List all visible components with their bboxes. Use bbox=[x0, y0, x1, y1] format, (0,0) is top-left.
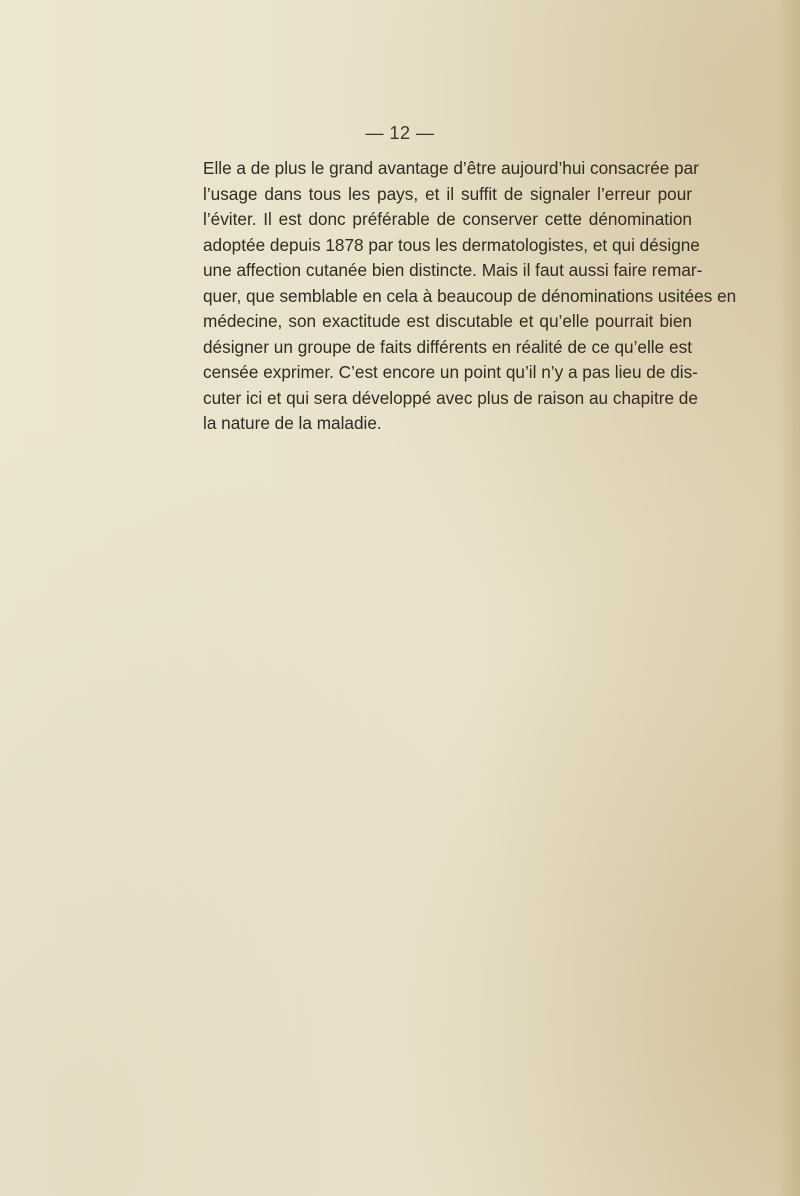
page-number: — 12 — bbox=[365, 123, 435, 143]
paragraph-line: l’éviter. Il est donc préférable de conserver cette dénomination bbox=[203, 209, 692, 229]
body-paragraph bbox=[203, 156, 737, 437]
page-edge-shadow bbox=[778, 0, 800, 1196]
paragraph-line: quer, que semblable en cela à beaucoup de dénominations usitées en bbox=[203, 285, 737, 306]
paragraph-line: censée exprimer. C’est encore un point qu’il n’y a pas lieu de dis- bbox=[203, 362, 698, 382]
paragraph-line: Elle a de plus le grand avantage d’être aujourd’hui consacrée par bbox=[203, 158, 699, 178]
paragraph-line: l’usage dans tous les pays, et il suffit de signaler l’erreur pour bbox=[203, 183, 692, 204]
paragraph-line: désigner un groupe de faits différents en réalité de ce qu’elle est bbox=[203, 336, 692, 357]
paragraph-line: médecine, son exactitude est discutable et qu’elle pourrait bien bbox=[203, 311, 692, 331]
paragraph-line: une affection cutanée bien distincte. Mais il faut aussi faire remar- bbox=[203, 260, 703, 280]
paragraph-line-last: la nature de la maladie. bbox=[203, 413, 382, 433]
paragraph-line: adoptée depuis 1878 par tous les dermatologistes, et qui désigne bbox=[203, 234, 700, 255]
paragraph-line: cuter ici et qui sera développé avec plus de raison au chapitre de bbox=[203, 387, 698, 408]
